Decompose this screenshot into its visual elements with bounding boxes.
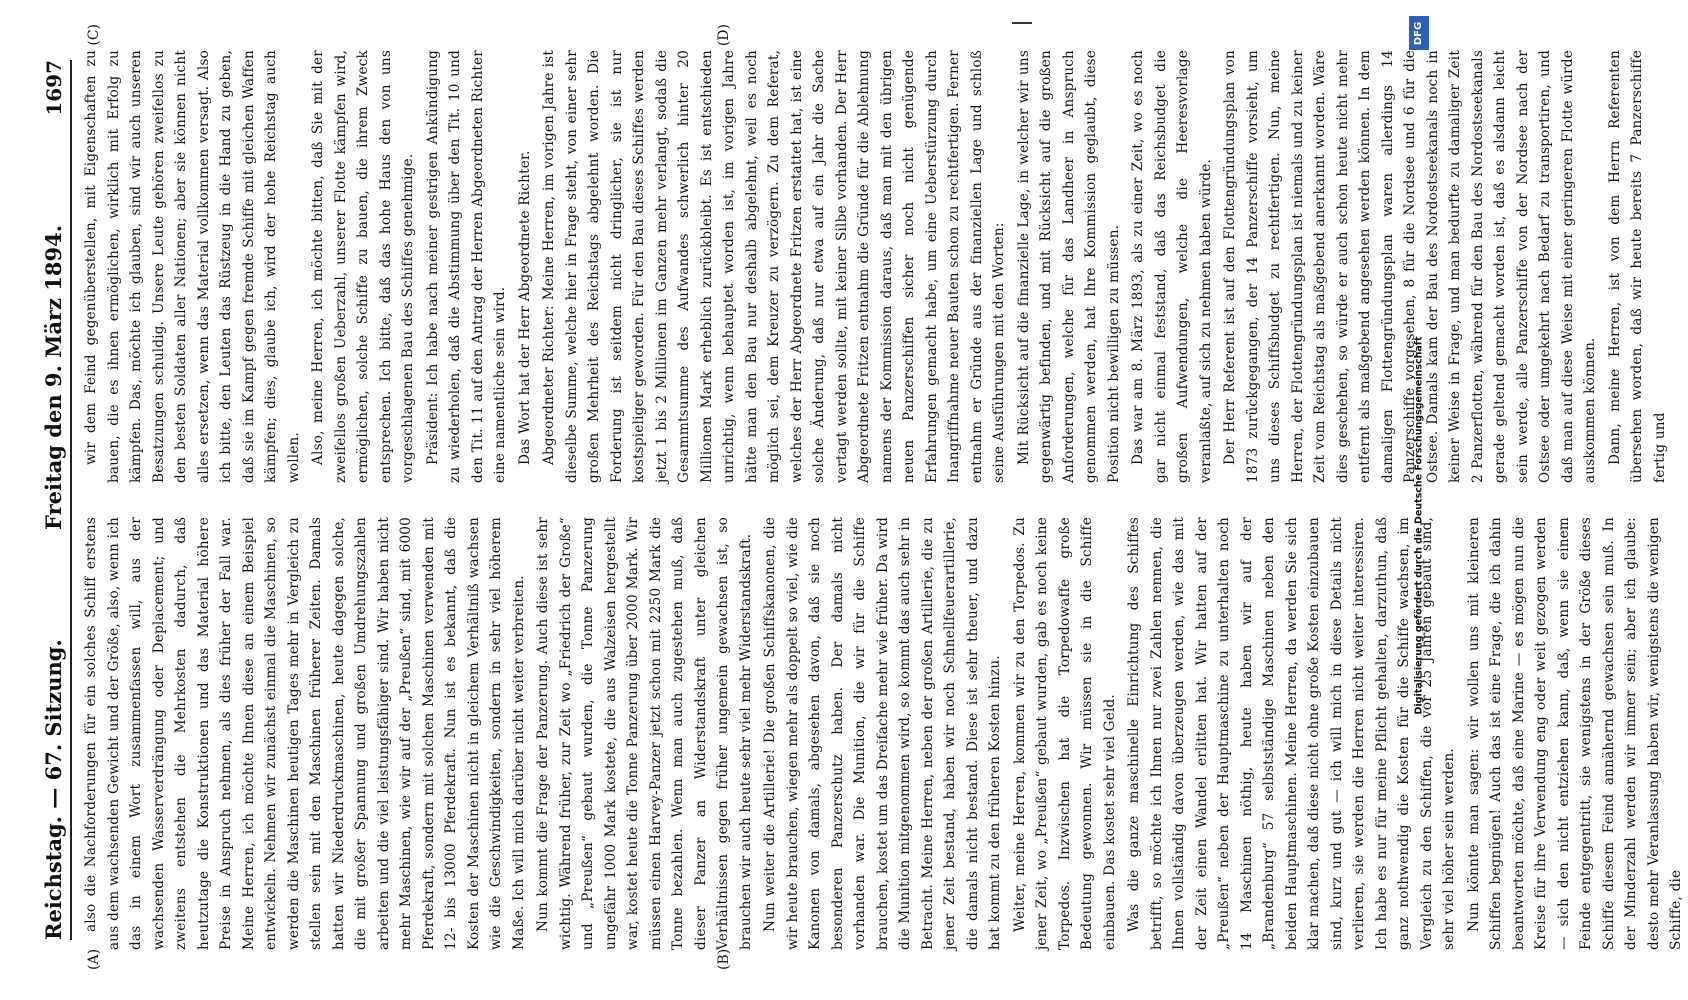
stamp-text: Digitalisierung gefördert durch die Deutsche Forschungsgemeinschaft xyxy=(1413,336,1425,714)
paragraph: Weiter, meine Herren, kommen wir zu den Torpedos. Zu jener Zeit, wo „Preußen“ gebaut wurden, gab es noch keine Torpedos. Inzwischen hat die Torpedowaffe große Bedeutung gewonnen. Wir müssen sie in die Schiffe einbauen. Das kostet sehr viel Geld. xyxy=(1011,517,1118,950)
marker-d: (D) xyxy=(716,24,732,47)
paragraph: wir dem Feind gegenüberstellen, mit Eigenschaften zu bauen, die es ihnen ermöglichen, wirklich mit Erfolg zu kämpfen. Das, möchte ich glauben, sind wir auch unseren Besatzungen schuldig. Unsere Leute gehören zweifellos zu den besten Soldaten aller Nationen; aber sie können nicht alles ersetzen, wenn das Material vollkommen versagt. Also ich bitte, den Leuten das Rüstzeug in die Hand zu geben, daß sie im Kampf gegen fremde Schiffe mit gleichen Waffen kämpfen; dies, glaube ich, wird der hohe Reichstag auch wollen. xyxy=(83,50,302,483)
paragraph: Was die ganze maschinelle Einrichtung des Schiffes betrifft, so möchte ich Ihnen nur zwei Zahlen nennen, die Ihnen vollständig davon überzeugen werden, wie das mit der Zeit einen Wandel erlitten hat. Wir hatten auf der „Preußen“ neben der Hauptmaschine zu unterhalten noch 14 Maschinen nöthig, heute haben wir auf der „Brandenburg“ 57 selbstständige Maschinen neben den beiden Hauptmaschinen. Meine Herren, da werden Sie sich klar machen, daß diese nicht ohne große Kosten einzubauen sind, kurz und gut — ich will mich in diese Details nicht verlieren, sie werden die Herren nicht weiter interessiren. Ich habe es nur für meine Pflicht gehalten, darzuthun, daß ganz nothwendig die Kosten für die Schiffe wachsen, im Vergleich zu den Schiffen, die vor 25 Jahren gebaut sind, sehr viel höher sein werden. xyxy=(1126,517,1457,950)
marker-a: (A) xyxy=(86,948,102,970)
paragraph: Dann, meine Herren, ist von dem Herrn Referenten übersehen worden, daß wir heute bereits 7 Panzerschiffe fertig und xyxy=(1606,50,1668,483)
marker-c: (C) xyxy=(86,24,102,46)
paragraph: Das Wort hat der Herr Abgeordnete Richter. xyxy=(516,150,533,465)
dfg-logo: DFG xyxy=(1409,16,1429,50)
header-center: Freitag den 9. März 1894. xyxy=(41,224,66,530)
right-column xyxy=(80,50,1668,483)
paragraph: Abgeordneter Richter: Meine Herren, im vorigen Jahre ist dieselbe Summe, welche hier in Frage steht, von einer sehr großen Mehrheit des Reichstags abgelehnt worden. Die Forderung ist seitdem nicht dringlicher, sie ist nur kostspieliger geworden. Für den Bau dieses Schiffes werden jetzt 1 bis 2 Millionen im Ganzen mehr verlangt, sodaß die Gesammtsumme des Aufwandes schwerlich hinter 20 Millionen Mark erheblich zurückbleibt. Es ist entschieden unrichtig, wenn behauptet worden ist, im vorigen Jahre hätte man den Bau nur deshalb abgelehnt, weil es noch möglich sei, dem Kreuzer zu verzögern. Zu dem Referat, welches der Herr Abgeordnete Fritzen erstattet hat, ist eine solche Änderung, daß nur etwa auf ein Jahr die Sache vertagt werden sollte, mit keiner Silbe vorhanden. Der Herr Abgeordnete Fritzen entnahm die Gründe für die Ablehnung namens der Kommission daraus, daß man mit den übrigen neuen Panzerschiffen sicher noch nicht genügende Erfahrungen gemacht habe, um eine Ueberstürzung durch Inangriffnahme neuer Bauten schon zu rechtfertigen. Ferner entnahm er Gründe aus der finanziellen Lage und schloß seine Ausführungen mit den Worten: xyxy=(541,50,1007,483)
page-number: 1697 xyxy=(42,60,66,116)
paragraph: Nun könnte man sagen: wir wollen uns mit kleineren Schiffen begnügen! Auch das ist eine Frage, die ich dahin beantworten möchte, daß eine Marine — es mögen nun die Kreise für ihre Verwendung eng oder weit gezogen werden — sich den nicht entziehen kann, daß, wenn sie einem Feinde entgegentritt, sie wenigstens in der Größe dieses Schiffe diesem Feind annähernd gewachsen sein muß. In der Minderzahl werden wir immer sein; aber ich glaube: desto mehr Veranlassung haben wir, wenigstens die wenigen Schiffe, die xyxy=(1465,517,1684,950)
paragraph: Der Herr Referent ist auf den Flottengründungsplan von 1873 zurückgegangen, der 14 Panzerschiffe vorsieht, um uns dieses Schiffsbudget zu rechtfertigen. Nun, meine Herren, der Flottengründungsplan ist niemals und zu keiner Zeit vom Reichstag als maßgebend anerkannt worden. Wäre dies geschehen, so würde er auch schon heute nicht mehr entfernt als maßgebend angesehen werden können. In dem damaligen Flottengründungsplan waren allerdings 14 Panzerschiffe vorgesehen, 8 für die Nordsee und 6 für die Ostsee. Damals kam der Bau des Nordostseekanals noch in keiner Weise in Frage, und man bedurfte zu damaliger Zeit 2 Panzerflotten, während für den Bau des Nordostseekanals gerade geltend gemacht worden ist, daß es alsdann leicht sein werde, alle Panzerschiffe von der Nordsee nach der Ostsee oder umgekehrt nach Bedarf zu transportiren, und daß man auf diese Weise mit einer geringeren Flotte würde auskommen können. xyxy=(1222,50,1598,483)
dfg-stamp xyxy=(1408,60,1430,990)
scan-mark xyxy=(1012,22,1032,24)
paragraph: also die Nachforderungen für ein solches Schiff erstens aus dem wachsenden Gewicht und der Größe, also, wenn ich das in einem Wort zusammenfassen will, aus der wachsenden Wasserverdrängung oder Deplacement; und zweitens entstehen die Mehrkosten dadurch, daß heutzutage die Konstruktionen und das Material höhere Preise in Anspruch nehmen, als dies früher der Fall war. Meine Herren, ich möchte Ihnen diese an einem Beispiel entwickeln. Nehmen wir zunächst einmal die Maschinen, so werden die Maschinen heutigen Tages mehr in Vergleich zu stellen sein mit den Maschinen früherer Zeiten. Damals hatten wir Niederdruckmaschinen, heute dagegen solche, die mit großer Spannung und großen Umdrehungszahlen arbeiten und die viel leistungsfähiger sind. Wir haben nicht mehr Maschinen, wie wir auf der „Preußen“ sind, mit 6000 Pferdekraft, sondern mit solchen Maschinen verwenden mit 12- bis 13000 Pferdekraft. Nun ist es bekannt, daß die Kosten der Maschinen nicht in gleichem Verhältniß wachsen wie die Geschwindigkeiten, sondern in sehr viel höherem Maße. Ich will mich darüber nicht weiter verbreiten. xyxy=(83,517,527,950)
paragraph: Nun weiter die Artillerie! Die großen Schiffskanonen, die wir heute brauchen, wiegen mehr als doppelt so viel, wie die Kanonen von damals, abgesehen davon, daß sie noch besonderen Panzerschutz haben. Der damals nicht vorhanden war. Die Munition, die wir für die Schiffe brauchen, kostet um das Dreifache mehr wie früher. Da wird die Munition mitgenommen wird, so kommt das auch sehr in Betracht. Meine Herren, neben der großen Artillerie, die zu jener Zeit bestand, haben wir noch Schnellfeuerartillerie, die damals nicht bestand. Diese ist sehr theuer, und dazu hat kommt zu den früheren Kosten hinzu. xyxy=(762,517,1003,950)
header-left: Reichstag. — 67. Sitzung. xyxy=(41,639,66,940)
paragraph: Also, meine Herren, ich möchte bitten, daß Sie mit der zweifellos großen Ueberzahl, unserer Flotte kämpfen wird, ermöglichen, solche Schiffe zu bauen, die ihrem Zweck entsprechen. Ich bitte, daß das hohe Haus den von uns vorgeschlagenen Bau des Schiffes genehmige. xyxy=(310,50,416,483)
paragraph: Präsident: Ich habe nach meiner gestrigen Ankündigung zu wiederholen, daß die Abstimmung über den Tit. 10 und den Tit. 11 auf den Antrag der Herren Abgeordneten Richter eine namentliche sein wird. xyxy=(424,50,508,483)
marker-b: (B) xyxy=(716,948,732,970)
paragraph: Nun kommt die Frage der Panzerung. Auch diese ist sehr wichtig. Während früher, zur Zeit wo „Friedrich der Große“ und „Preußen“ gebaut wurden, die Tonne Panzerung ungefähr 1000 Mark kostete, die aus Walzeisen hergestellt war, kostet heute die Tonne Panzerung über 2000 Mark. Wir müssen einen Harvey-Panzer jetzt schon mit 2250 Mark die Tonne bezahlen. Wenn man auch zugestehen muß, daß dieser Panzer an Widerstandskraft unter gleichen Verhältnissen gegen früher ungemein gewachsen ist, so brauchen wir auch heute sehr viel mehr Widerstandskraft. xyxy=(535,517,754,950)
paragraph: Das war am 8. März 1893, als zu einer Zeit, wo es noch gar nicht einmal feststand, daß das Reichsbudget die großen Aufwendungen, welche die Heeresvorlage veranlaßte, auf sich zu nehmen haben würde. xyxy=(1130,50,1214,483)
paragraph: Mit Rücksicht auf die finanzielle Lage, in welcher wir uns gegenwärtig befinden, und mit Rücksicht auf die großen Anforderungen, welche für das Landheer in Anspruch genommen werden, hat Ihre Kommission geglaubt, diese Position nicht bewilligen zu müssen. xyxy=(1015,50,1122,483)
running-head xyxy=(30,60,72,940)
